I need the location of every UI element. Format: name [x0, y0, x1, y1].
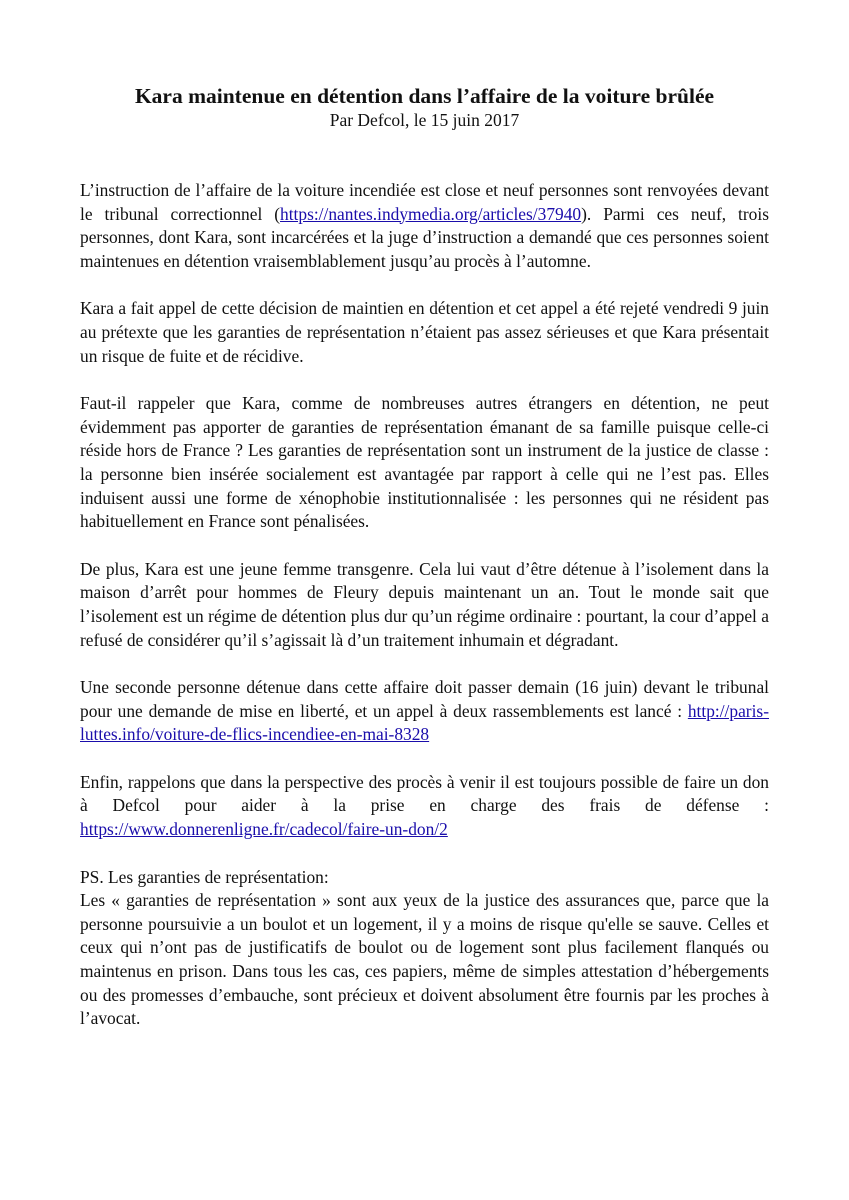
paris-luttes-link[interactable]: http://paris-luttes.info/voiture-de-flics-incendiee-en-mai-8328 — [80, 700, 769, 745]
article-title: Kara maintenue en détention dans l’affaire de la voiture brûlée — [134, 84, 715, 108]
paragraph-guarantees: Faut-il rappeler que Kara, comme de nombreuses autres étrangers en détention, ne peut évidemment pas apporter de garanties de représentation émanant de sa famille puisque celle-ci réside hors de France ? Les garanties de représentation sont un instrument de la justice de classe : la personne bien insérée socialement est avantagée par rapport à celle qui ne l’est pas. Elles induisent aussi une forme de xénophobie institutionnalisée : les personnes qui ne résident pas habituellement en France sont pénalisées. — [80, 393, 769, 532]
paragraph-donation-text: Enfin, rappelons que dans la perspective des procès à venir il est toujours possible de faire un don à Defcol pour aider à la prise en charge des frais de défense : — [80, 771, 769, 816]
indymedia-link[interactable]: https://nantes.indymedia.org/articles/37940 — [280, 203, 582, 224]
paragraph-second-person — [80, 676, 769, 747]
paragraph-isolation: De plus, Kara est une jeune femme transgenre. Cela lui vaut d’être détenue à l’isolement dans la maison d’arrêt pour hommes de Fleury depuis maintenant un an. Tout le monde sait que l’isolement est un régime de détention plus dur qu’un régime ordinaire : pourtant, la cour d’appel a refusé de considérer qu’il s’agissait là d’un traitement inhumain et dégradant. — [80, 558, 769, 650]
ps-body: Les « garanties de représentation » sont aux yeux de la justice des assurances que, parce que la personne poursuivie a un boulot et un logement, il y a moins de risque qu'elle se sauve. Celles et ceux qui n’ont pas de justificatifs de boulot ou de logement sont plus facilement flanqués ou maintenus en prison. Dans tous les cas, ces papiers, même de simples attestation d’hébergements ou des promesses d’embauche, sont précieux et doivent absolument être fournis par les proches à l’avocat. — [80, 890, 769, 1029]
donation-link[interactable]: https://www.donnerenligne.fr/cadecol/faire-un-don/2 — [80, 819, 448, 840]
paragraph-donation — [80, 771, 769, 842]
paragraph-instruction — [80, 179, 769, 273]
paragraph-appeal: Kara a fait appel de cette décision de maintien en détention et cet appel a été rejeté vendredi 9 juin au prétexte que les garanties de représentation n’étaient pas assez sérieuses et que Kara présentait un risque de fuite et de récidive. — [80, 298, 769, 366]
article-byline: Par Defcol, le 15 juin 2017 — [329, 110, 520, 130]
ps-heading: PS. Les garanties de représentation: — [80, 866, 329, 887]
paragraph-instruction-text-end: ). Parmi ces neuf, trois personnes, dont Kara, sont incarcérées et la juge d’instruction a demandé que ces personnes soient maintenues en détention vraisemblablement jusqu’au procès à l’automne. — [80, 203, 769, 271]
paragraph-second-person-text: Une seconde personne détenue dans cette affaire doit passer demain (16 juin) devant le tribunal pour une demande de mise en liberté, et un appel à deux rassemblements est lancé : — [80, 677, 769, 721]
paragraph-instruction-text-start: L’instruction de l’affaire de la voiture incendiée est close et neuf personnes sont renvoyées devant le tribunal correctionnel ( — [80, 180, 769, 224]
article-body — [80, 179, 769, 1055]
